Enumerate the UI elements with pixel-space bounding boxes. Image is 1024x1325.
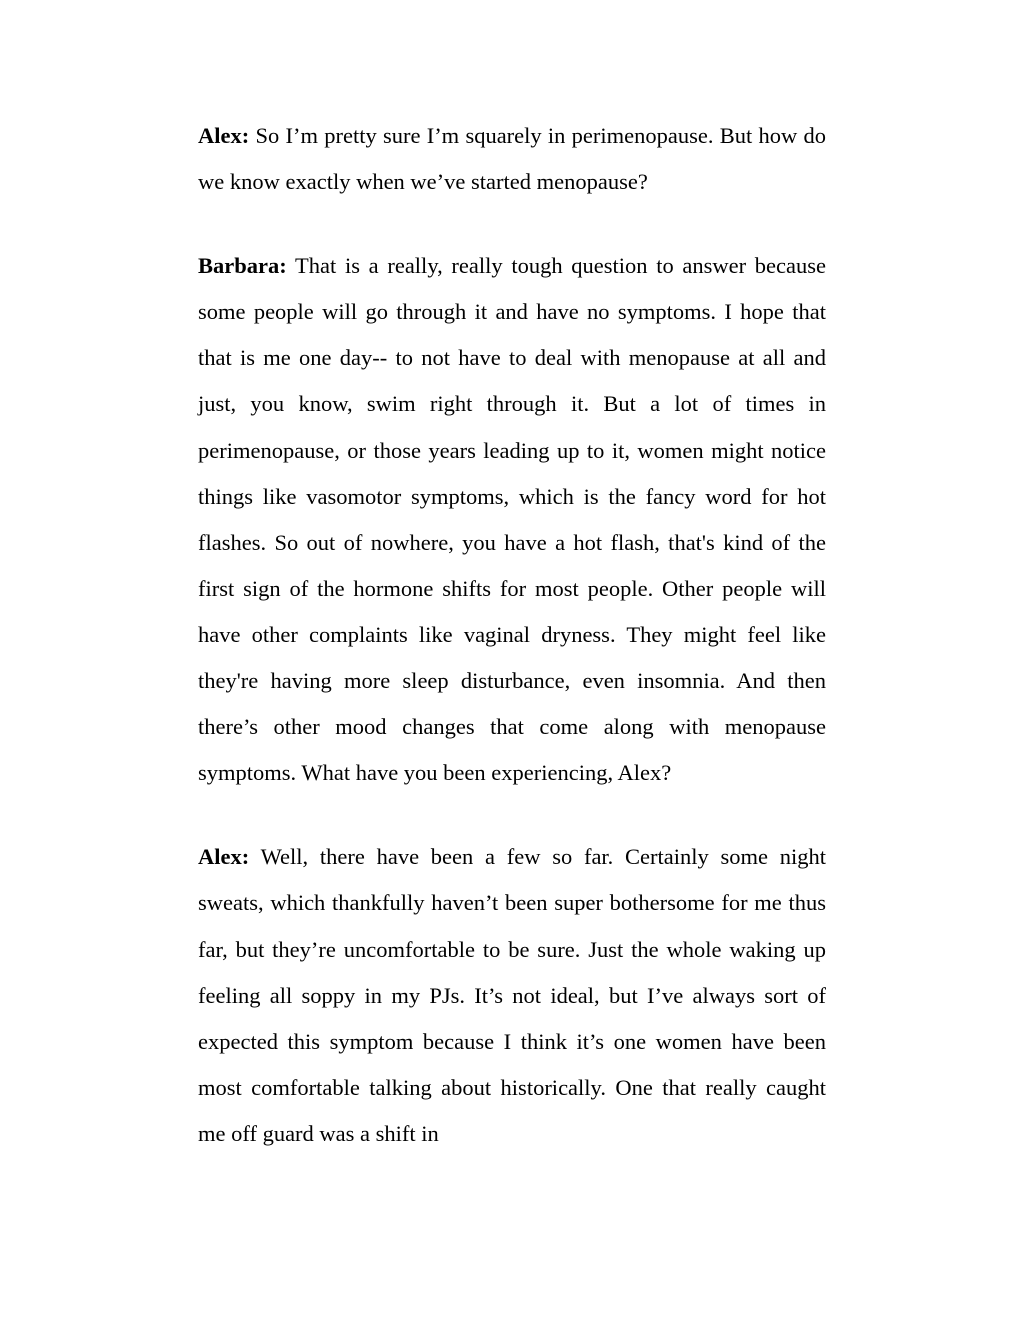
paragraph-text: Well, there have been a few so far. Certainly some night sweats, which thankfully haven’t been super bothersome for me thus far, but they’re uncomfortable to be sure. Just the whole waking up feeling all soppy in my PJs. It’s not ideal, but I’ve always sort of expected this symptom because I think it’s one women have been most comfortable talking about historically. One that really caught me off guard was a shift in bbox=[198, 844, 827, 1146]
transcript-paragraph-barbara bbox=[198, 243, 826, 796]
speaker-label: Alex: bbox=[198, 123, 250, 148]
speaker-label: Alex: bbox=[198, 844, 250, 870]
transcript-paragraph-alex-2 bbox=[198, 834, 826, 1157]
paragraph-text: So I’m pretty sure I’m squarely in perimenopause. But how do we know exactly when we’ve started menopause? bbox=[198, 123, 826, 195]
speaker-label: Barbara: bbox=[198, 253, 287, 279]
transcript-paragraph-alex-1 bbox=[198, 113, 826, 205]
paragraph-text: That is a really, really tough question to answer because some people will go through it and have no symptoms. I hope that that is me one day-- to not have to deal with menopause at all and just, you know, swim right through it. But a lot of times in perimenopause, or those years leading up to it, women might notice things like vasomotor symptoms, which is the fancy word for hot flashes. So out of nowhere, you have a hot flash, that's kind of the first sign of the hormone shifts for most people. Other people will have other complaints like vaginal dryness. They might feel like they're having more sleep disturbance, even insomnia. And then there’s other mood changes that come along with menopause symptoms. What have you been experiencing, Alex? bbox=[198, 253, 827, 786]
document-page bbox=[198, 113, 826, 1195]
